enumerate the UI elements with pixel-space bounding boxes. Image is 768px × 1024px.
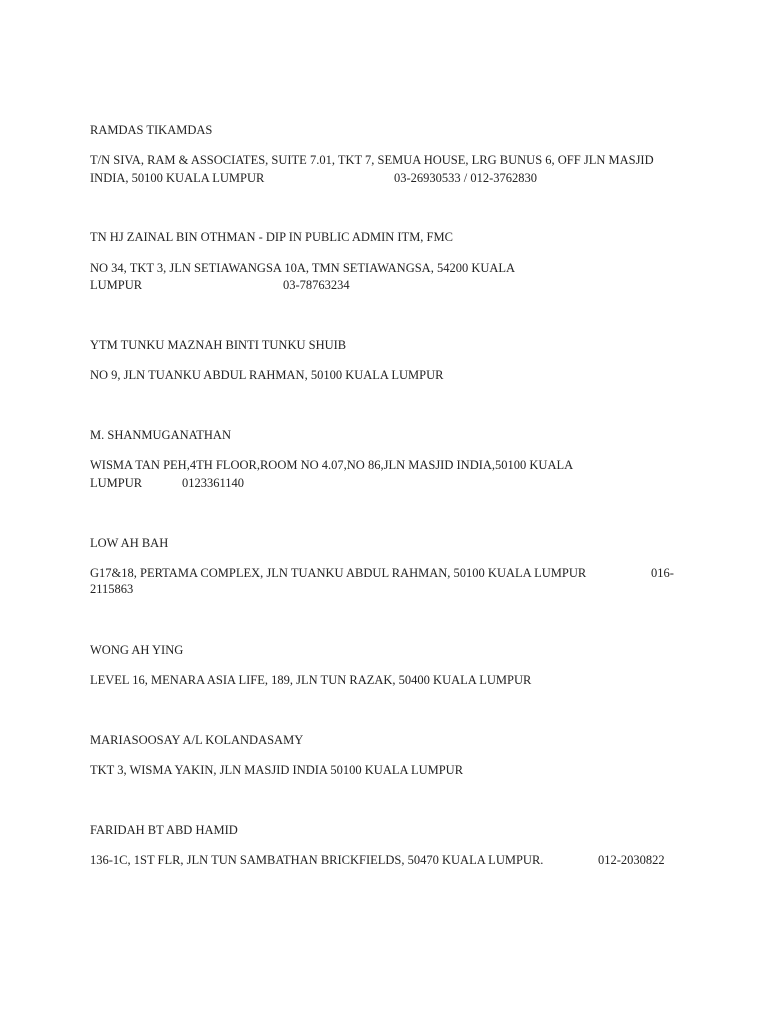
entry-name: WONG AH YING <box>90 643 184 657</box>
entry-name: RAMDAS TIKAMDAS <box>90 123 213 137</box>
entry-address-line: LUMPUR <box>90 278 143 292</box>
entry-name: LOW AH BAH <box>90 536 169 550</box>
entry-address-line: G17&18, PERTAMA COMPLEX, JLN TUANKU ABDUL RAHMAN, 50100 KUALA LUMPUR <box>90 566 587 580</box>
entry-name: MARIASOOSAY A/L KOLANDASAMY <box>90 733 304 747</box>
entry-phone: 03-26930533 / 012-3762830 <box>394 171 538 185</box>
entry-name: FARIDAH BT ABD HAMID <box>90 823 238 837</box>
entry-phone: 03-78763234 <box>283 278 350 292</box>
entry-address-line: T/N SIVA, RAM & ASSOCIATES, SUITE 7.01, TKT 7, SEMUA HOUSE, LRG BUNUS 6, OFF JLN MASJID <box>90 153 654 167</box>
entry-address-line: INDIA, 50100 KUALA LUMPUR <box>90 171 265 185</box>
entry-address-line: TKT 3, WISMA YAKIN, JLN MASJID INDIA 50100 KUALA LUMPUR <box>90 763 464 777</box>
entry-address-line: WISMA TAN PEH,4TH FLOOR,ROOM NO 4.07,NO 86,JLN MASJID INDIA,50100 KUALA <box>90 458 574 472</box>
entry-name: YTM TUNKU MAZNAH BINTI TUNKU SHUIB <box>90 338 347 352</box>
entry-phone: 012-2030822 <box>598 853 665 867</box>
entry-name: TN HJ ZAINAL BIN OTHMAN - DIP IN PUBLIC ADMIN ITM, FMC <box>90 230 453 244</box>
entry-address-line: NO 34, TKT 3, JLN SETIAWANGSA 10A, TMN SETIAWANGSA, 54200 KUALA <box>90 261 516 275</box>
entry-address-line: LEVEL 16, MENARA ASIA LIFE, 189, JLN TUN RAZAK, 50400 KUALA LUMPUR <box>90 673 532 687</box>
entry-name: M. SHANMUGANATHAN <box>90 428 231 442</box>
entry-address-line: NO 9, JLN TUANKU ABDUL RAHMAN, 50100 KUALA LUMPUR <box>90 368 444 382</box>
entry-phone: 0123361140 <box>182 476 245 490</box>
entry-phone-continued: 2115863 <box>90 582 134 596</box>
entry-phone: 016- <box>651 566 674 580</box>
entry-address-line: LUMPUR <box>90 476 143 490</box>
entry-address-line: 136-1C, 1ST FLR, JLN TUN SAMBATHAN BRICKFIELDS, 50470 KUALA LUMPUR. <box>90 853 544 867</box>
